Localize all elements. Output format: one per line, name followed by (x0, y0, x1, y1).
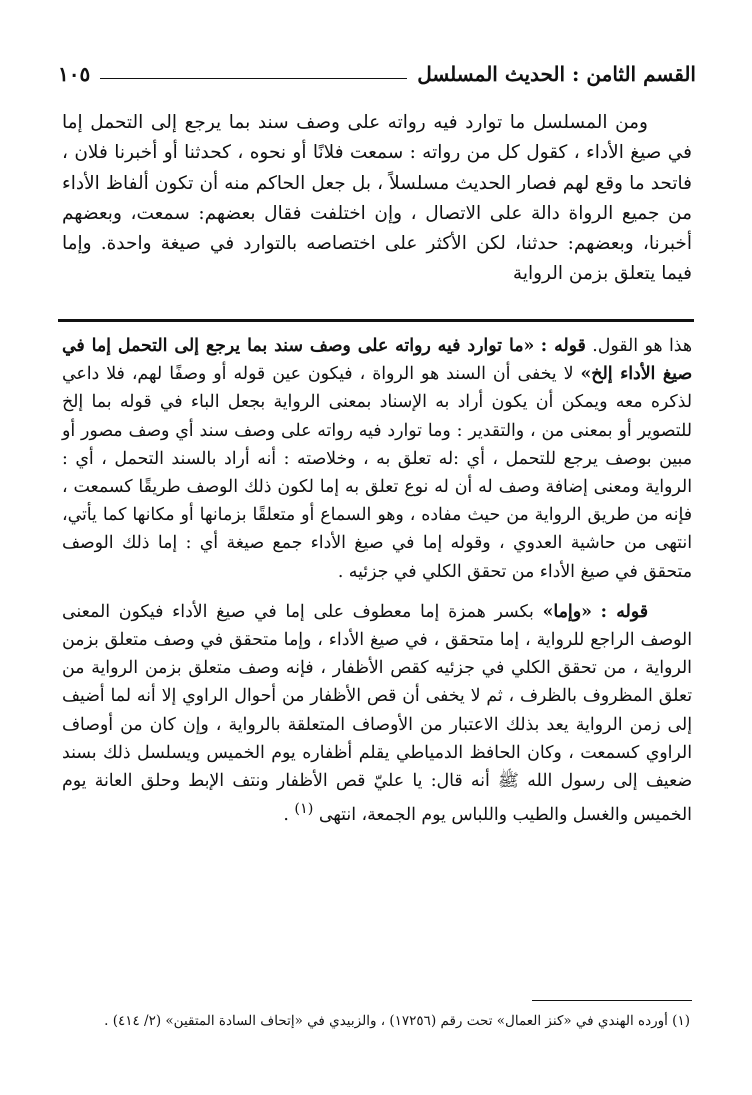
commentary-lead: هذا هو القول. (592, 336, 692, 356)
footnote-rule (532, 1000, 692, 1001)
commentary-end: . (283, 805, 289, 826)
commentary-quote-2: «وإما» (542, 601, 592, 622)
footnote: (١) أورده الهندي في «كنز العمال» تحت رقم (١٧٢٥٦) ، والزبيدي في «إتحاف السادة المتقين» (٢/ ٤١٤) . (104, 1013, 690, 1029)
commentary-body-2: بكسر همزة إما معطوف على إما في صيغ الأداء فيكون المعنى الوصف الراجع للرواية ، إما متحقق ، في صيغ الأداء ، وإما متحقق في وصف متعلق بزمن الرواية ، من تحقق الكلي في جزئيه كقص الأظفار ، فإنه وصف متعلق بزمن الرواية من تعلق المظروف بالظرف ، ثم لا يخفى أن قص الأظفار من أحوال الراوي إلا أنه لما أضيف إلى زمن الرواية يعد بذلك الاعتبار من الأوصاف المتعلقة بالرواية ، وإن كان من أوصاف الراوي كسمعت ، وكان الحافظ الدمياطي يقلم أظفاره يوم الخميس ويسلسل ذلك بسند ضعيف إلى رسول الله ﷺ أنه قال: يا عليّ قص الأظفار ونتف الإبط وحلق العانة يوم الخميس والغسل والطيب واللباس يوم الجمعة، انتهى (62, 601, 692, 826)
commentary-quote-1: «ما توارد فيه رواته على وصف سند بما يرجع إلى التحمل إما في صيغ الأداء إلخ» (62, 336, 693, 385)
running-header (58, 58, 696, 90)
footnote-reference: (١) (294, 801, 314, 818)
commentary-body-1: لا يخفى أن السند هو الرواة ، فيكون عين قوله أو وصفًا لهم، فلا داعي لذكره معه ويمكن أن يكون أراد به الإسناد بمعنى الرواية بجعل الباء في قوله بما إلخ للتصوير أو بمعنى من ، والتقدير : وما توارد فيه رواته على وصف سند أي وصف مصور أو مبين بوصف يرجع للتحمل ، أي :له تعلق به ، وخلاصته : أنه أراد بالسند التحمل ، أي : الرواية ومعنى إضافة وصف له أن له نوع تعلق به إما لكون ذلك الوصف طريقًا كسمعت ، فإنه من طريق الرواية من حيث مفاده ، وهو السماع أو متعلقًا بزمانها أو مكانها كما يأتي، انتهى من حاشية العدوي ، وقوله إما في صيغ الأداء جمع صيغة أي : إما ذلك الوصف متحقق في صيغ الأداء من تحقق الكلي في جزئيه . (62, 364, 692, 582)
page-number: ١٠٥ (58, 62, 91, 86)
commentary (62, 332, 692, 829)
commentary-label-2: قوله : (600, 601, 648, 622)
main-paragraph: ومن المسلسل ما توارد فيه رواته على وصف سند بما يرجع إلى التحمل إما في صيغ الأداء ، كقول كل من رواته : سمعت فلانًا أو نحوه ، كحدثنا أو أخبرنا فلان ، فاتحد ما وقع لهم فصار الحديث مسلسلاً ، بل جعل الحاكم منه أن تكون ألفاظ الأداء من جميع الرواة دالة على الاتصال ، وإن اختلفت فقال بعضهم: سمعت، وبعضهم أخبرنا، وبعضهم: حدثنا، لكن الأكثر على اختصاصه بالتوارد في صيغة واحدة. وإما فيما يتعلق بزمن الرواية (62, 112, 692, 285)
text-commentary-separator (58, 319, 694, 322)
commentary-label-1: قوله : (540, 336, 586, 356)
main-text (62, 108, 692, 290)
header-rule (100, 78, 407, 79)
header-title: القسم الثامن : الحديث المسلسل (417, 62, 696, 86)
commentary-paragraph-1 (62, 332, 692, 586)
commentary-paragraph-2 (62, 598, 692, 829)
